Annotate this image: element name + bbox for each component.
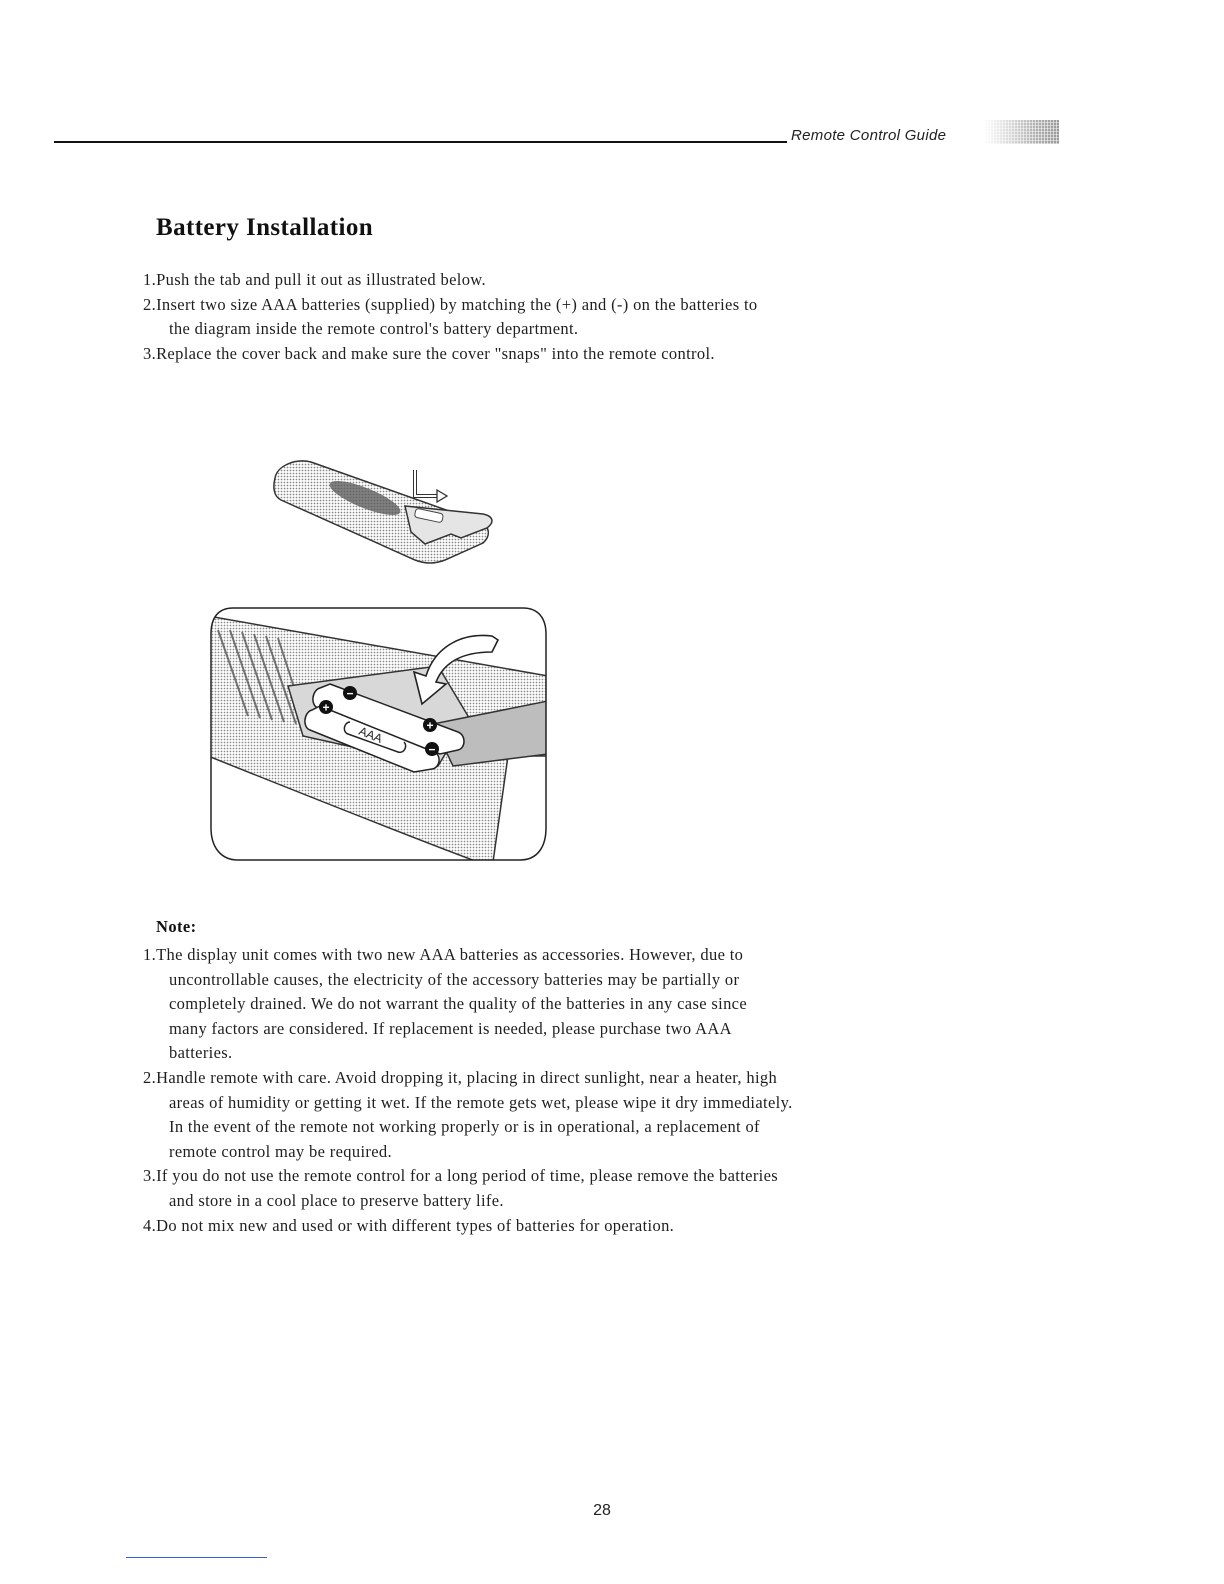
note-item-1: 1.The display unit comes with two new AAA batteries as accessories. However, due to uncontrollable causes, the electricity of the accessory batteries may be partially or completely drained. We do not warrant the quality of the batteries in any case since many factors are considered. If replacement is needed, please purchase two AAA batteries. [143, 945, 748, 1063]
svg-text:+: + [426, 718, 434, 733]
battery-compartment-illustration [208, 606, 548, 862]
header-rule [54, 141, 787, 143]
header-title: Remote Control Guide [791, 127, 947, 144]
header-tab-decoration [984, 120, 1059, 144]
svg-text:−: − [428, 742, 436, 757]
page-number: 28 [593, 1502, 611, 1519]
svg-text:+: + [322, 700, 330, 715]
battery-label: AAA [356, 723, 385, 746]
step-1: 1.Push the tab and pull it out as illustrated below. [143, 270, 486, 289]
note-label: Note: [156, 917, 197, 936]
note-item-4: 4.Do not mix new and used or with different types of batteries for operation. [143, 1215, 675, 1235]
instruction-steps [143, 268, 823, 366]
step-3: 3.Replace the cover back and make sure the cover "snaps" into the remote control. [143, 343, 715, 363]
note-item-3: 3.If you do not use the remote control for a long period of time, please remove the batteries and store in a cool place to preserve battery life. [143, 1166, 779, 1210]
note-list [143, 943, 843, 1238]
slide-arrow-icon [415, 470, 447, 502]
footer-line [126, 1557, 267, 1558]
svg-text:−: − [346, 686, 354, 701]
note-item-2: 2.Handle remote with care. Avoid dropping it, placing in direct sunlight, near a heater, high areas of humidity or getting it wet. If the remote gets wet, please wipe it dry immediately. In the event of the remote not working properly or is in operational, a replacement of remote control may be required. [143, 1067, 793, 1161]
remote-cover-removal-illustration [265, 448, 505, 578]
section-title: Battery Installation [156, 214, 374, 241]
step-2: 2.Insert two size AAA batteries (supplied) by matching the (+) and (-) on the batteries to the diagram inside the remote control's battery department. [143, 294, 758, 339]
